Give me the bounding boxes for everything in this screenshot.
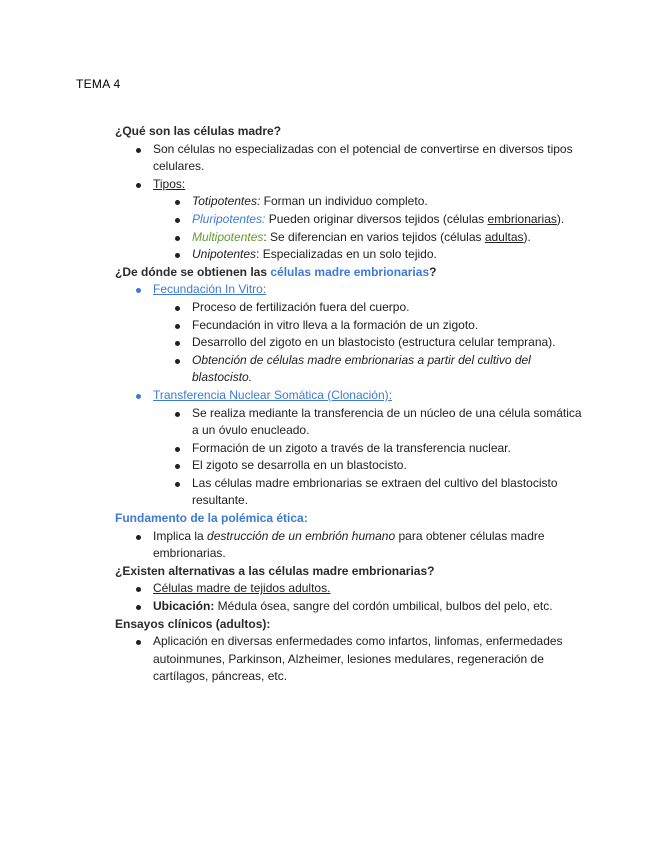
list-item-tns: Transferencia Nuclear Somática (Clonación): [115,387,585,405]
list-item-pluripotentes: Pluripotentes: Pueden originar diversos tejidos (células embrionarias). [115,211,585,229]
heading-polemica: Fundamento de la polémica ética: [115,511,308,526]
heading-que-son: ¿Qué son las células madre? [115,124,282,138]
list-item-polemica: Implica la destrucción de un embrión humano para obtener células madre embrionarias. [115,528,585,563]
list-item-ubicacion: Ubicación: Médula ósea, sangre del cordón umbilical, bulbos del pelo, etc. [115,598,585,616]
heading-de-donde: ¿De dónde se obtienen las células madre embrionarias? [115,264,437,279]
tns-item: Se realiza mediante la transferencia de un núcleo de una célula somática a un óvulo enucleado. [115,405,585,440]
list-item-tejidos-adultos: Células madre de tejidos adultos. [115,580,585,598]
list-item-definicion: Son células no especializadas con el potencial de convertirse en diversos tipos celulares. [115,141,585,176]
list-item-multipotentes: Multipotentes: Se diferencian en varios tejidos (células adultas). [115,229,585,247]
fiv-item: Proceso de fertilización fuera del cuerpo. [115,299,585,317]
list-item-fiv: Fecundación In Vitro: [115,281,585,299]
tns-item: El zigoto se desarrolla en un blastocisto. [115,457,585,475]
list-item-tipos [115,176,585,194]
fiv-item: Desarrollo del zigoto en un blastocisto (estructura celular temprana). [115,334,585,352]
heading-ensayos: Ensayos clínicos (adultos): [115,616,271,631]
tipos-label: Tipos: [153,176,186,191]
list-item-ensayos: Aplicación en diversas enfermedades como infartos, linfomas, enfermedades autoinmunes, Parkinson, Alzheimer, lesiones medulares, regeneración de cartílagos, páncreas, etc. [115,633,585,686]
tns-item: Formación de un zigoto a través de la transferencia nuclear. [115,440,585,458]
heading-alternativas: ¿Existen alternativas a las células madre embrionarias? [115,563,435,578]
fiv-item: Obtención de células madre embrionarias a partir del cultivo del blastocisto. [115,352,585,387]
fiv-item: Fecundación in vitro lleva a la formación de un zigoto. [115,317,585,335]
page-title: TEMA 4 [76,77,121,91]
tns-item: Las células madre embrionarias se extraen del cultivo del blastocisto resultante. [115,475,585,510]
document-body [115,123,585,686]
list-item-unipotentes: Unipotentes: Especializadas en un solo tejido. [115,246,585,264]
list-item-totipotentes: Totipotentes: Forman un individuo completo. [115,193,585,211]
